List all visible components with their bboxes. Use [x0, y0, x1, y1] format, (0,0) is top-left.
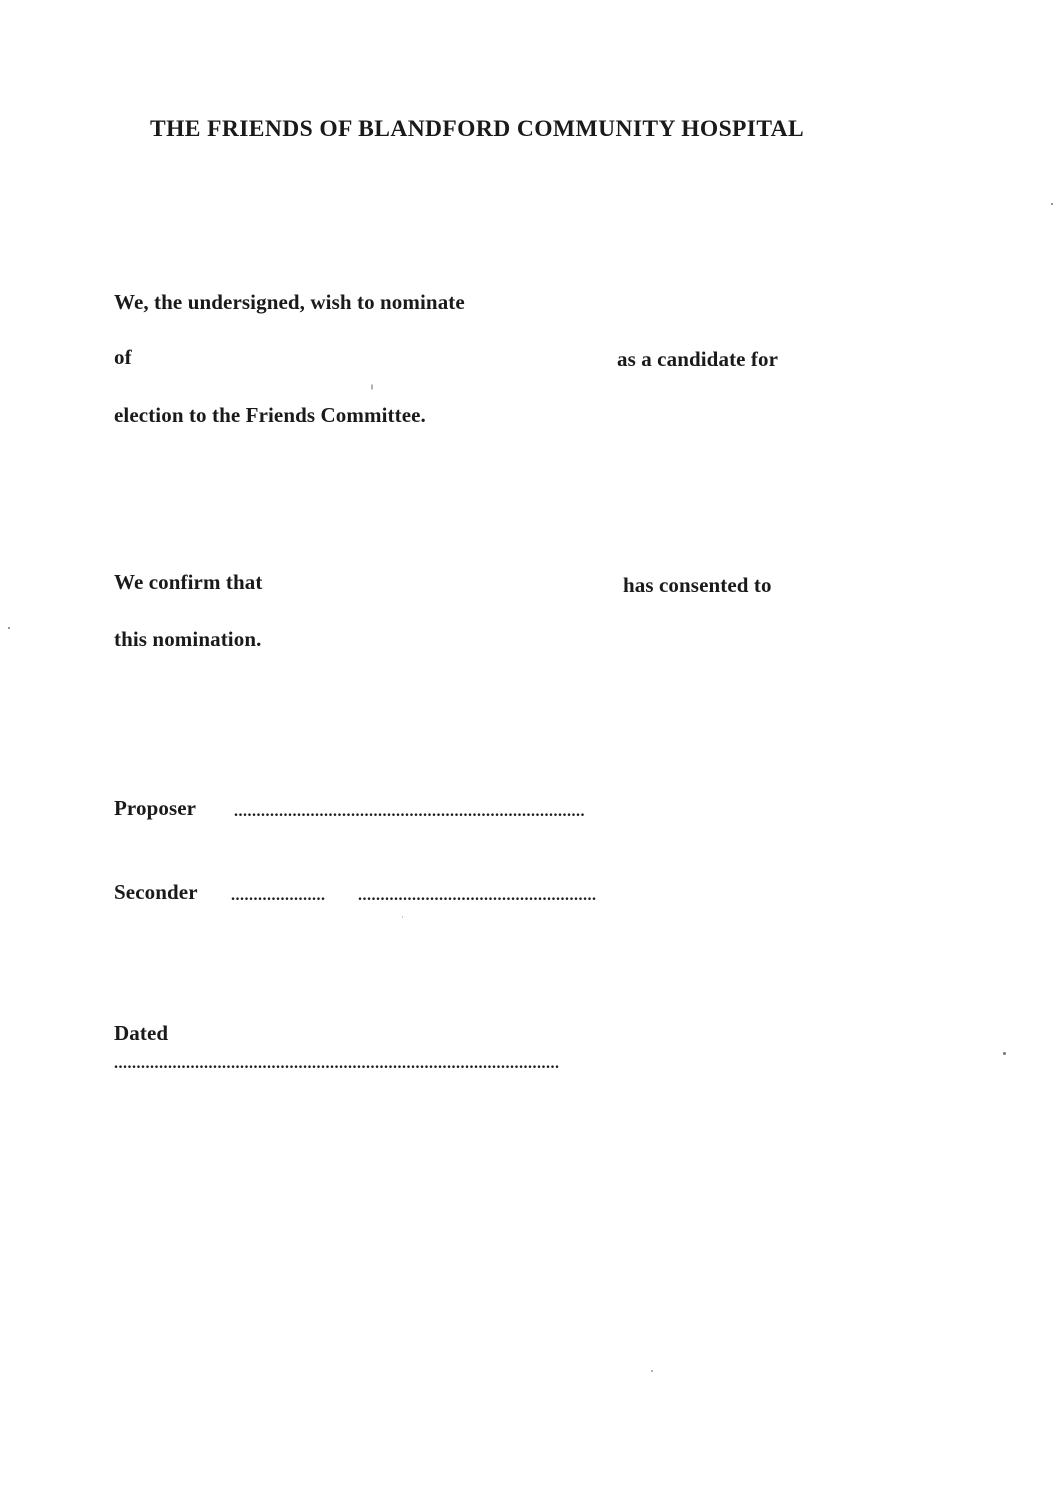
dated-line: ................................................................................................... [114, 1056, 560, 1072]
confirm-label: We confirm that [114, 570, 263, 594]
scan-speck [1003, 1052, 1006, 1055]
scan-speck [371, 384, 373, 390]
nomination-line: this nomination. [114, 627, 262, 651]
seconder-signature-line-part-1: ..................... [231, 888, 326, 904]
candidate-text: as a candidate for [617, 347, 779, 371]
proposer-label: Proposer [114, 796, 197, 820]
proposer-signature-line: .............................................................................. [234, 804, 585, 820]
scan-speck [402, 916, 403, 918]
consented-text: has consented to [623, 573, 772, 597]
seconder-label: Seconder [114, 880, 198, 904]
scan-speck [8, 627, 10, 629]
election-line: election to the Friends Committee. [114, 403, 426, 427]
seconder-signature-line-part-2: ..................................................... [358, 888, 597, 904]
nominate-line: We, the undersigned, wish to nominate [114, 290, 465, 314]
dated-label: Dated [114, 1021, 169, 1045]
of-label: of [114, 345, 132, 369]
document-title: THE FRIENDS OF BLANDFORD COMMUNITY HOSPITAL [150, 116, 805, 142]
scan-speck [651, 1370, 653, 1372]
scan-speck [1051, 203, 1053, 205]
